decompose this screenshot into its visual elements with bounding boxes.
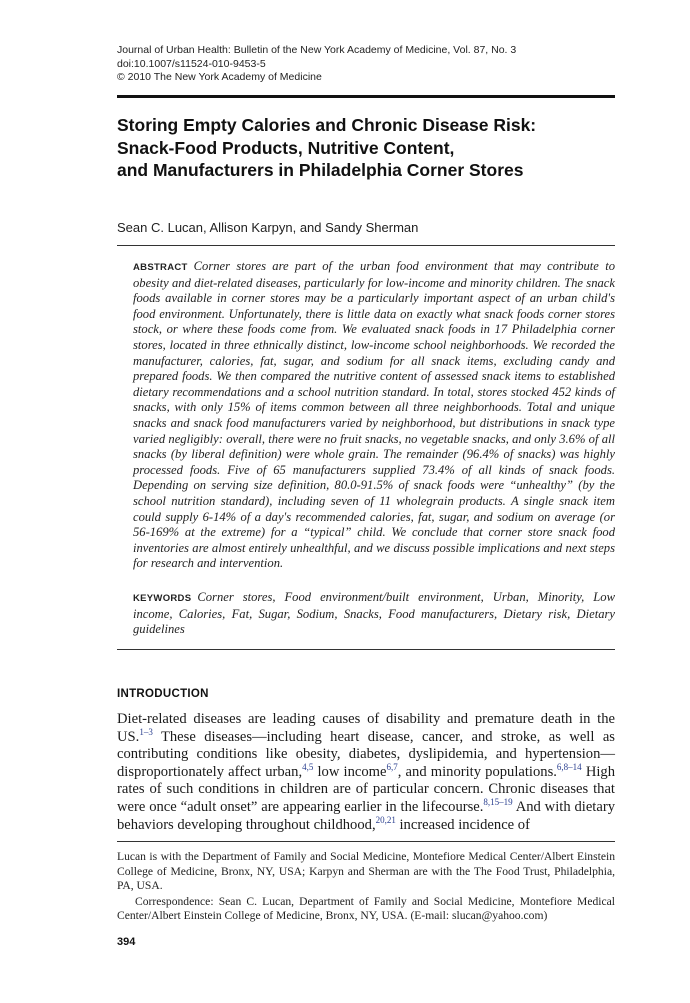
citation-ref[interactable]: 8,15–19	[483, 796, 513, 807]
introduction-paragraph	[117, 711, 615, 834]
author-list: Sean C. Lucan, Allison Karpyn, and Sandy Sherman	[117, 220, 419, 235]
header-rule	[117, 95, 615, 98]
abstract-bottom-rule	[117, 649, 615, 650]
correspondence-note: Correspondence: Sean C. Lucan, Department of Family and Social Medicine, Montefiore Medical Center/Albert Einstein College of Medicine, Bronx, NY, USA. (E-mail: slucan@yahoo.com)	[117, 894, 615, 923]
intro-text-segment: , and minority populations.	[397, 763, 557, 780]
intro-text-segment: High rates of such conditions in children are of particular concern. Chronic diseases that were once “adult onset” are appearing earlier in the lifecourse.	[117, 763, 615, 815]
keywords-label: KEYWORDS	[133, 593, 192, 604]
intro-text-segment: low income	[313, 763, 387, 780]
footnote-rule	[117, 841, 615, 842]
title-line-1: Storing Empty Calories and Chronic Disease Risk:	[117, 115, 537, 135]
intro-text-segment: These diseases—including heart disease, cancer, and stroke, as well as contributing conditions like obesity, diabetes, dyslipidemia, and hypertension—disproportionately affect urban,	[117, 728, 615, 780]
article-title	[117, 114, 615, 182]
introduction-heading: INTRODUCTION	[117, 688, 209, 700]
journal-header	[117, 44, 615, 85]
citation-ref[interactable]: 1–3	[139, 726, 153, 737]
citation-ref[interactable]: 20,21	[375, 814, 396, 825]
intro-text-segment: increased incidence of	[395, 816, 530, 833]
citation-ref[interactable]: 4,5	[302, 761, 314, 772]
abstract	[133, 259, 615, 572]
journal-citation: Journal of Urban Health: Bulletin of the New York Academy of Medicine, Vol. 87, No. 3	[117, 44, 517, 56]
intro-text-segment: And with dietary behaviors developing throughout childhood,	[117, 798, 615, 833]
journal-copyright: © 2010 The New York Academy of Medicine	[117, 71, 322, 83]
page-number: 394	[117, 936, 136, 948]
intro-text-segment: Diet-related diseases are leading causes of disability and premature death in the US.	[117, 711, 615, 745]
affiliation-note: Lucan is with the Department of Family and Social Medicine, Montefiore Medical Center/Albert Einstein College of Medicine, Bronx, NY, USA; Karpyn and Sherman are with the The Food Trust, Philadelphia, PA, USA.	[117, 850, 615, 893]
keywords-text: Corner stores, Food environment/built environment, Urban, Minority, Low income, Calories, Fat, Sugar, Sodium, Snacks, Food manufacturers, Dietary risk, Dietary guidelines	[133, 590, 615, 637]
citation-ref[interactable]: 6,8–14	[556, 761, 582, 772]
title-line-2: Snack-Food Products, Nutritive Content,	[117, 137, 455, 158]
footnotes	[117, 850, 615, 924]
citation-ref[interactable]: 6,7	[386, 761, 398, 772]
keywords	[133, 590, 615, 638]
abstract-top-rule	[117, 245, 615, 246]
journal-doi: doi:10.1007/s11524-010-9453-5	[117, 57, 266, 70]
abstract-text: Corner stores are part of the urban food environment that may contribute to obesity and diet-related diseases, particularly for low-income and minority children. The snack foods available in corner stores may be a particularly important aspect of an urban child's food environment. Unfortunately, there is little data on exactly what snack foods corner stores stock, or where these foods come from. We evaluated snack foods in 17 Philadelphia corner stores, located in three ethnically distinct, low-income school neighborhoods. We recorded the manufacturer, calories, fat, sugar, and sodium for all snack items, excluding candy and prepared foods. We then compared the nutritive content of assessed snack items to established dietary recommendations and a school nutrition standard. In total, stores stocked 452 kinds of snacks, with only 15% of items common between all three neighborhoods. Total and unique snacks and snack food manufacturers varied by neighborhood, but distributions in snack type varied negligibly: overall, there were no fruit snacks, no vegetable snacks, and only 3.6% of all snacks (by liberal definition) were whole grain. The remainder (96.4% of snacks) was highly processed foods. Five of 65 manufacturers supplied 73.4% of all kinds of snack foods. Depending on serving size definition, 80.0-91.5% of snack foods were “unhealthy” (by the school nutrition standard), including seven of 11 wholegrain products. A single snack item could supply 6-14% of a day's recommended calories, fat, sugar, and sodium on average (or 56-169% at the extreme) for a “typical” child. We conclude that corner store snack food inventories are almost entirely unhealthful, and we discuss possible implications and next steps for research and intervention.	[133, 259, 615, 571]
title-line-3: and Manufacturers in Philadelphia Corner Stores	[117, 160, 524, 180]
abstract-label: ABSTRACT	[133, 262, 188, 273]
